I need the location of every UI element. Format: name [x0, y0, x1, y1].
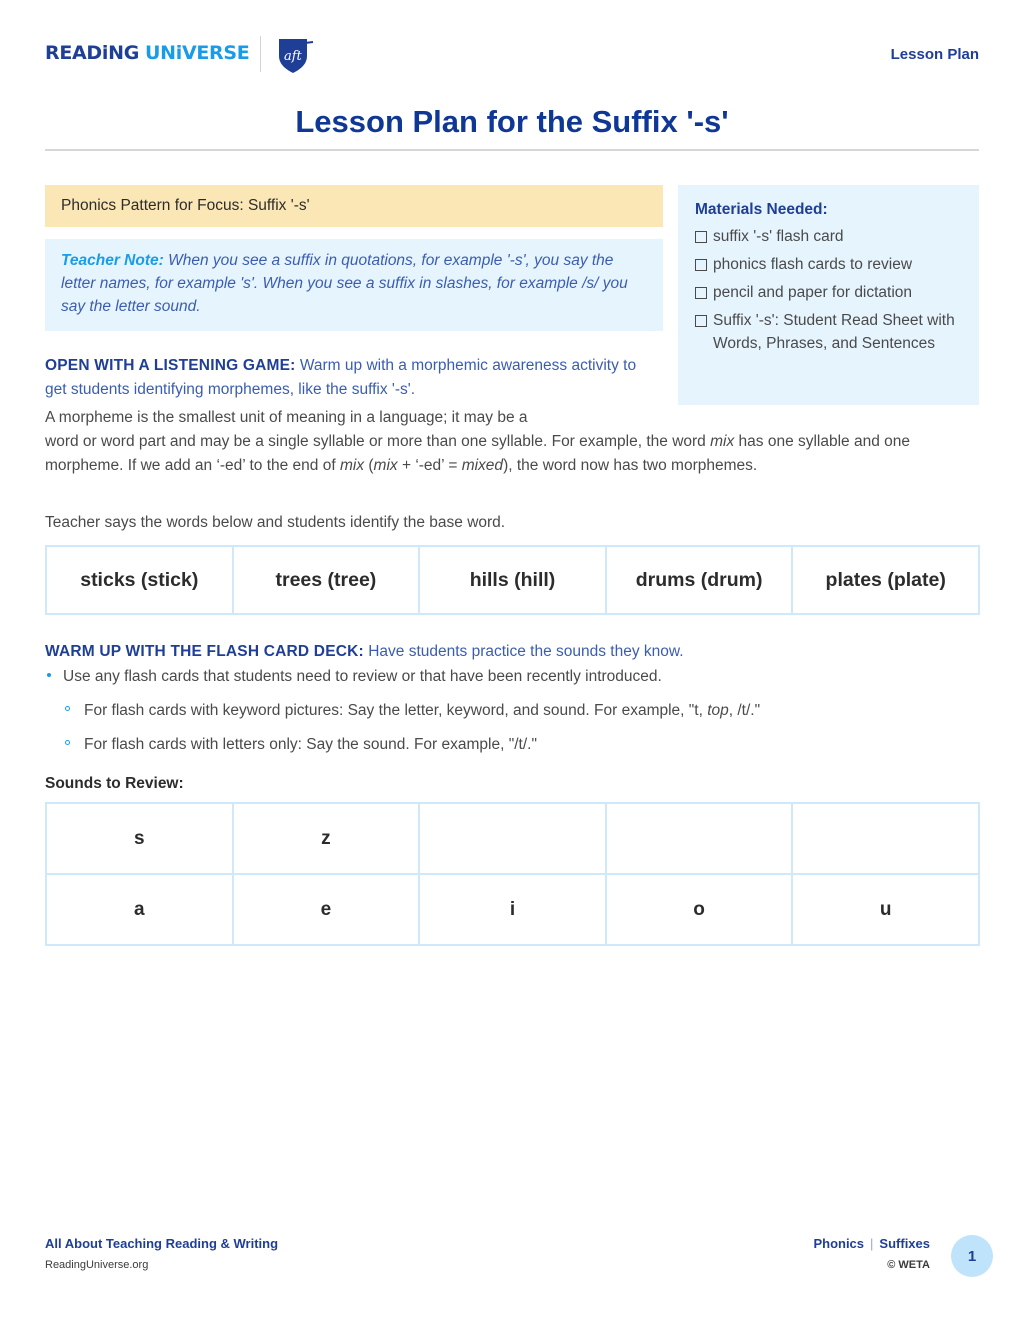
table-cell	[419, 803, 606, 874]
table-cell: trees (tree)	[233, 546, 420, 614]
table-cell: e	[233, 874, 420, 945]
material-item	[695, 253, 962, 276]
keyword: top	[707, 702, 729, 719]
table-row	[46, 546, 979, 614]
material-item-label: suffix '-s' flash card	[713, 228, 844, 245]
table-cell: a	[46, 874, 233, 945]
listening-game-heading: OPEN WITH A LISTENING GAME:	[45, 357, 296, 374]
table-cell	[606, 803, 793, 874]
paragraph-text: has one syllable and one morpheme. If we add an ‘-ed’ to the end of	[45, 433, 911, 474]
list-item-text: Use any flash cards that students need to review or that have been recently introduced.	[63, 668, 662, 685]
tag-separator: |	[870, 1236, 874, 1251]
svg-text:aft: aft	[284, 49, 302, 64]
paragraph-text: word or word part and may be a single syllable or more than one syllable. For example, the word	[45, 433, 711, 450]
table-cell: hills (hill)	[419, 546, 606, 614]
listening-game-intro	[45, 354, 660, 402]
flash-card-lead: Have students practice the sounds they know.	[363, 643, 684, 660]
material-item-label: Suffix '-s': Student Read Sheet with Words, Phrases, and Sentences	[713, 312, 955, 352]
paragraph-text: A morpheme is the smallest unit of meaning in a language; it may be a	[45, 409, 528, 426]
table-cell: plates (plate)	[792, 546, 979, 614]
title-divider	[45, 149, 979, 151]
table-cell	[792, 803, 979, 874]
footer-copyright: © WETA	[887, 1259, 930, 1271]
footer-url-link[interactable]: ReadingUniverse.org	[45, 1259, 149, 1271]
list-item-text	[84, 702, 760, 720]
bullet-icon	[47, 673, 51, 677]
list-item	[45, 668, 945, 702]
teacher-note-text: When you see a suffix in quotations, for example '-s', you say the letter names, for example 's'. When you see a suffix in slashes, for example /s/ you say the letter sound.	[61, 252, 628, 315]
page-title: Lesson Plan for the Suffix '-s'	[295, 104, 729, 139]
table-cell: i	[419, 874, 606, 945]
material-item	[695, 225, 962, 248]
checkbox-icon[interactable]	[695, 259, 707, 271]
list-item	[45, 736, 945, 770]
phonics-focus-text: Phonics Pattern for Focus: Suffix '-s'	[61, 197, 310, 214]
checkbox-icon[interactable]	[695, 231, 707, 243]
morpheme-paragraph-1	[45, 406, 665, 430]
materials-panel	[678, 185, 979, 405]
teacher-note-label: Teacher Note:	[61, 252, 164, 269]
teacher-note-box	[45, 239, 663, 331]
paragraph-text: + ‘-ed’ =	[397, 457, 462, 474]
list-item	[45, 702, 945, 736]
listening-game-lead: Warm up with a morphemic awareness activity to get students identifying morphemes, like the suffix '-s'.	[45, 357, 637, 398]
checkbox-icon[interactable]	[695, 287, 707, 299]
listening-instruction: Teacher says the words below and students identify the base word.	[45, 514, 506, 531]
logo-universe-text: UNiVERSE	[145, 42, 250, 64]
morpheme-paragraph-2	[45, 430, 945, 478]
text: , /t/."	[728, 702, 761, 719]
materials-title: Materials Needed:	[695, 201, 828, 218]
sounds-table	[45, 802, 980, 946]
checkbox-icon[interactable]	[695, 315, 707, 327]
table-row	[46, 803, 979, 874]
reading-universe-logo[interactable]	[45, 42, 249, 64]
aft-shield-icon	[275, 36, 315, 74]
material-item-label: phonics flash cards to review	[713, 256, 913, 273]
table-row	[46, 874, 979, 945]
example-word: mix	[339, 457, 365, 474]
material-item	[695, 281, 962, 304]
table-cell: s	[46, 803, 233, 874]
sub-bullet-icon	[65, 706, 70, 711]
flash-card-list	[45, 668, 945, 770]
doc-type-label: Lesson Plan	[890, 46, 979, 63]
table-cell: u	[792, 874, 979, 945]
paragraph-text: ), the word now has two morphemes.	[503, 457, 758, 474]
example-word: mix	[710, 433, 735, 450]
text: For flash cards with keyword pictures: Say the letter, keyword, and sound. For example, "t,	[84, 702, 708, 719]
table-cell: o	[606, 874, 793, 945]
flash-card-heading: WARM UP WITH THE FLASH CARD DECK:	[45, 643, 364, 660]
table-cell: drums (drum)	[606, 546, 793, 614]
table-cell: z	[233, 803, 420, 874]
example-word: mix	[373, 457, 398, 474]
material-item-label: pencil and paper for dictation	[713, 284, 913, 301]
sub-bullet-icon	[65, 740, 70, 745]
page-header	[45, 36, 979, 76]
tag-phonics-link[interactable]: Phonics	[813, 1236, 865, 1251]
paragraph-text: (	[364, 457, 374, 474]
base-words-table	[45, 545, 980, 615]
footer-tags	[813, 1236, 930, 1251]
tag-suffixes-link[interactable]: Suffixes	[879, 1236, 930, 1251]
material-item	[695, 309, 962, 355]
list-item-text: For flash cards with letters only: Say the sound. For example, "/t/."	[84, 736, 537, 753]
sounds-label: Sounds to Review:	[45, 775, 184, 792]
example-word: mixed	[461, 457, 504, 474]
page-number-badge: 1	[951, 1235, 993, 1277]
phonics-focus-box	[45, 185, 663, 227]
table-cell: sticks (stick)	[46, 546, 233, 614]
logo-divider	[260, 36, 261, 72]
flash-card-intro	[45, 640, 945, 664]
logo-reading-text: READiNG	[45, 42, 139, 64]
footer-tagline: All About Teaching Reading & Writing	[45, 1236, 279, 1251]
